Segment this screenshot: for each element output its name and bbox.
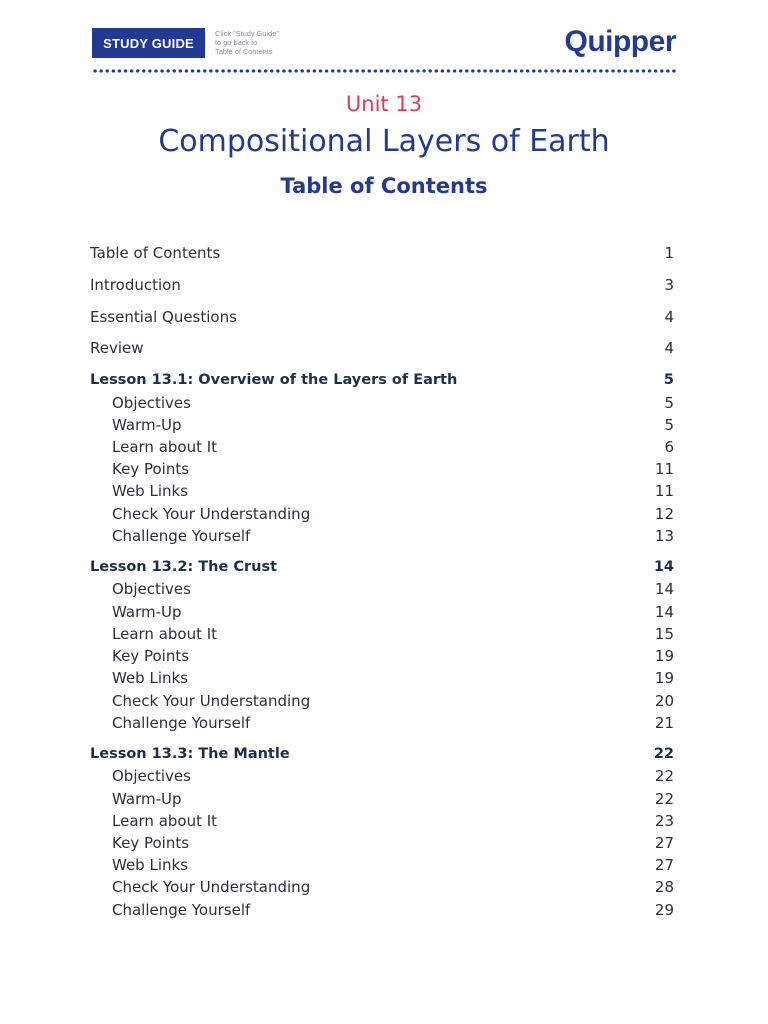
toc-entry-label: Key Points (112, 834, 190, 852)
toc-entry-page: 29 (654, 901, 674, 919)
toc-entry-page: 14 (653, 559, 674, 575)
toc-entry-page: 4 (664, 339, 674, 357)
toc-entry-page: 5 (663, 372, 674, 388)
toc-subentry[interactable] (90, 712, 674, 734)
toc-entry-label: Check Your Understanding (112, 878, 311, 896)
toc-entry-label: Challenge Yourself (112, 901, 251, 919)
hint-line: Click "Study Guide" (215, 29, 279, 38)
toc-subentry[interactable] (90, 480, 674, 502)
toc-entry-label: Check Your Understanding (112, 692, 311, 710)
toc-subentry[interactable] (90, 899, 674, 921)
toc-entry-page: 22 (654, 790, 674, 808)
toc-entry-label: Lesson 13.2: The Crust (90, 559, 278, 575)
toc-entry-page: 11 (654, 460, 674, 478)
toc-entry[interactable] (90, 274, 674, 296)
toc-entry-label: Challenge Yourself (112, 527, 251, 545)
toc-entry[interactable] (90, 337, 674, 359)
toc-entry-label: Web Links (112, 482, 189, 500)
hint-line: to go back to (215, 38, 258, 47)
toc-subentry[interactable] (90, 392, 674, 414)
toc-entry-label: Learn about It (112, 438, 218, 456)
toc-entry-label: Review (90, 339, 144, 357)
toc-entry-label: Warm-Up (112, 603, 182, 621)
toc-entry-label: Introduction (90, 276, 181, 294)
toc-entry[interactable] (90, 306, 674, 328)
toc-subentry[interactable] (90, 854, 674, 876)
toc-heading: Table of Contents (280, 174, 488, 198)
toc-entry-label: Learn about It (112, 625, 218, 643)
toc-entry-page: 27 (654, 856, 674, 874)
toc-entry-page: 4 (664, 308, 674, 326)
toc-entry-page: 3 (664, 276, 674, 294)
toc-entry-label: Key Points (112, 647, 190, 665)
toc-entry-label: Lesson 13.3: The Mantle (90, 746, 290, 762)
toc-entry-page: 23 (654, 812, 674, 830)
toc-subentry[interactable] (90, 525, 674, 547)
toc-subentry[interactable] (90, 645, 674, 667)
toc-entry-page: 22 (653, 746, 674, 762)
study-guide-button[interactable]: STUDY GUIDE (92, 28, 205, 58)
toc-entry-page: 27 (654, 834, 674, 852)
toc-entry-label: Challenge Yourself (112, 714, 251, 732)
toc-subentry[interactable] (90, 667, 674, 689)
toc-entry-page: 14 (654, 580, 674, 598)
toc-entry-label: Web Links (112, 856, 189, 874)
toc-lesson-entry[interactable] (90, 556, 674, 578)
toc-subentry[interactable] (90, 503, 674, 525)
toc-subentry[interactable] (90, 832, 674, 854)
toc-entry-label: Warm-Up (112, 416, 182, 434)
toc-subentry[interactable] (90, 765, 674, 787)
page-header (92, 25, 676, 60)
toc-entry-label: Warm-Up (112, 790, 182, 808)
toc-entry-page: 28 (654, 878, 674, 896)
toc-subentry[interactable] (90, 601, 674, 623)
toc-lesson-entry[interactable] (90, 743, 674, 765)
toc-entry-page: 22 (654, 767, 674, 785)
toc-subentry[interactable] (90, 578, 674, 600)
toc-subentry[interactable] (90, 690, 674, 712)
toc-entry-label: Learn about It (112, 812, 218, 830)
toc-entry-page: 11 (654, 482, 674, 500)
toc-subentry[interactable] (90, 436, 674, 458)
toc-entry-label: Table of Contents (90, 244, 221, 262)
toc-entry-label: Check Your Understanding (112, 505, 311, 523)
toc-entry-label: Objectives (112, 394, 191, 412)
toc-entry-page: 20 (654, 692, 674, 710)
page-title: Compositional Layers of Earth (158, 124, 610, 159)
toc-entry-page: 13 (654, 527, 674, 545)
unit-label: Unit 13 (345, 92, 423, 116)
toc-entry-label: Objectives (112, 580, 191, 598)
toc-subentry[interactable] (90, 623, 674, 645)
toc-entry-page: 19 (654, 669, 674, 687)
toc-lesson-entry[interactable] (90, 369, 674, 391)
toc-entry-page: 15 (654, 625, 674, 643)
toc-subentry[interactable] (90, 458, 674, 480)
dotted-divider (92, 69, 676, 73)
toc-entry-page: 19 (654, 647, 674, 665)
toc-entry[interactable] (90, 242, 674, 264)
toc-entry-page: 5 (664, 394, 674, 412)
toc-entry-label: Key Points (112, 460, 190, 478)
study-guide-hint (215, 29, 305, 56)
toc-subentry[interactable] (90, 876, 674, 898)
toc-entry-label: Web Links (112, 669, 189, 687)
toc-entry-label: Essential Questions (90, 308, 237, 326)
quipper-logo: Quipper (564, 25, 676, 58)
toc-entry-label: Lesson 13.1: Overview of the Layers of Earth (90, 372, 458, 388)
toc-subentry[interactable] (90, 788, 674, 810)
toc-subentry[interactable] (90, 810, 674, 832)
toc-entry-page: 12 (654, 505, 674, 523)
toc-entry-page: 1 (664, 244, 674, 262)
toc-entry-page: 5 (664, 416, 674, 434)
toc-entry-page: 21 (654, 714, 674, 732)
toc-subentry[interactable] (90, 414, 674, 436)
toc-entry-page: 14 (654, 603, 674, 621)
toc-entry-page: 6 (664, 438, 674, 456)
hint-line: Table of Contents (215, 47, 273, 56)
toc-entry-label: Objectives (112, 767, 191, 785)
